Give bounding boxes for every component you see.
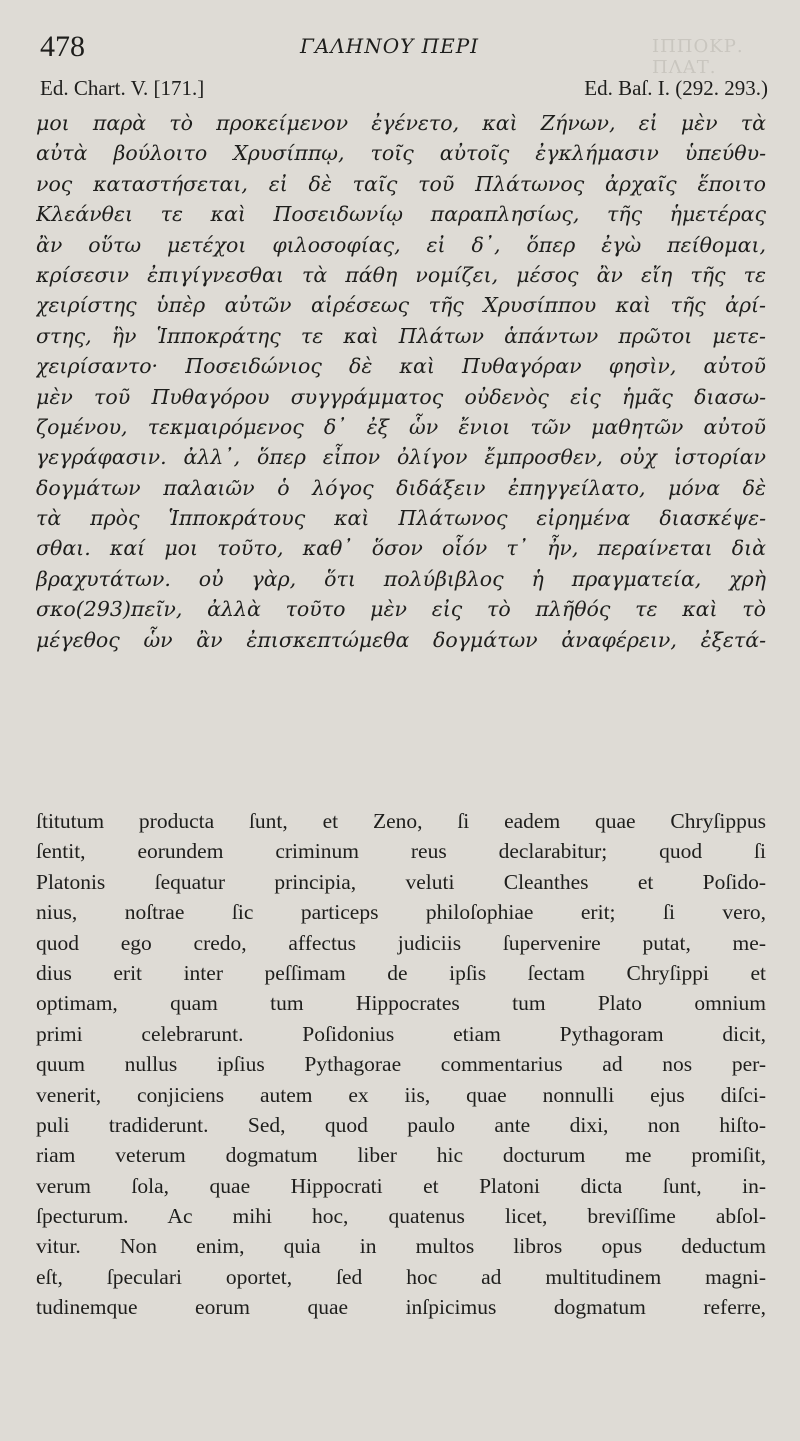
greek-line: μὲν τοῦ Πυθαγόρου συγγράμματος οὐδενὸς εἰς ἡμᾶς διασω- xyxy=(36,384,766,409)
edition-references xyxy=(40,76,768,104)
greek-line: σθαι. καί μοι τοῦτο, καθ᾽ ὅσον οἷόν τ᾽ ἦν, περαίνεται διὰ xyxy=(36,536,766,561)
latin-line: primi celebrarunt. Poſidonius etiam Pythagoram dicit, xyxy=(36,1021,766,1046)
greek-line: νος καταστήσεται, εἰ δὲ ταῖς τοῦ Πλάτωνος ἀρχαῖς ἕποιτο xyxy=(36,171,766,196)
greek-line: μέγεθος ὧν ἂν ἐπισκεπτώμεθα δογμάτων ἀναφέρειν, ἐξετά- xyxy=(36,627,766,652)
greek-line: σκο(293)πεῖν, ἀλλὰ τοῦτο μὲν εἰς τὸ πλῆθός τε καὶ τὸ xyxy=(36,597,766,622)
edition-reference-chartier: Ed. Chart. V. [171.] xyxy=(40,76,205,100)
greek-line: ἂν οὕτω μετέχοι φιλοσοφίας, εἰ δ᾽, ὅπερ ἐγὼ πείθομαι, xyxy=(36,232,766,257)
latin-line: puli tradiderunt. Sed, quod paulo ante dixi, non hiſto- xyxy=(36,1112,766,1137)
latin-line: nius, noſtrae ſic particeps philoſophiae erit; ſi vero, xyxy=(36,900,766,925)
greek-text-block xyxy=(36,108,766,655)
greek-line: χειρίστης ὑπὲρ αὐτῶν αἱρέσεως τῆς Χρυσίππου καὶ τῆς ἀρί- xyxy=(36,293,766,318)
latin-line: ſtitutum producta ſunt, et Zeno, ſi eadem quae Chryſippus xyxy=(36,809,766,833)
page-header xyxy=(40,30,770,78)
greek-line: στης, ἣν Ἱπποκράτης τε καὶ Πλάτων ἁπάντων πρῶτοι μετε- xyxy=(36,323,766,348)
greek-line: γεγράφασιν. ἀλλ᾽, ὅπερ εἶπον ὀλίγον ἔμπροσθεν, οὐχ ἱστορίαν xyxy=(36,445,766,470)
greek-line: αὐτὰ βούλοιτο Χρυσίππῳ, τοῖς αὐτοῖς ἐγκλήμασιν ὑπεύθυ- xyxy=(36,141,766,166)
latin-line: Platonis ſequatur principia, veluti Cleanthes et Poſido- xyxy=(36,869,766,894)
greek-line: τὰ πρὸς Ἱπποκράτους καὶ Πλάτωνος εἰρημένα διασκέψε- xyxy=(36,506,766,531)
latin-line: riam veterum dogmatum liber hic docturum me promiſit, xyxy=(36,1143,766,1168)
latin-line: ſpecturum. Ac mihi hoc, quatenus licet, breviſſime abſol- xyxy=(36,1204,766,1229)
greek-line: δογμάτων παλαιῶν ὁ λόγος διδάξειν ἐπηγγείλατο, μόνα δὲ xyxy=(36,475,766,500)
latin-line: ſentit, eorundem criminum reus declarabitur; quod ſi xyxy=(36,839,766,864)
latin-line: eſt, ſpeculari oportet, ſed hoc ad multitudinem magni- xyxy=(36,1264,766,1289)
latin-line: verum ſola, quae Hippocrati et Platoni dicta ſunt, in- xyxy=(36,1173,766,1198)
running-title: ΓΑΛΗΝΟΥ ΠΕΡΙ xyxy=(300,34,480,58)
latin-text-block xyxy=(36,806,766,1323)
latin-line: quum nullus ipſius Pythagorae commentarius ad nos per- xyxy=(36,1052,766,1077)
latin-line: tudinemque eorum quae inſpicimus dogmatum referre, xyxy=(36,1295,766,1320)
show-through-text: ΙΠΠΟΚΡ. ΠΛΑΤ. xyxy=(652,36,744,78)
edition-reference-basel: Ed. Baſ. I. (292. 293.) xyxy=(584,76,768,100)
greek-line: χειρίσαντο· Ποσειδώνιος δὲ καὶ Πυθαγόραν φησὶν, αὐτοῦ xyxy=(36,354,766,379)
greek-line: ζομένου, τεκμαιρόμενος δ᾽ ἐξ ὧν ἔνιοι τῶν μαθητῶν αὐτοῦ xyxy=(36,414,766,439)
greek-line: κρίσεσιν ἐπιγίγνεσθαι τὰ πάθη νομίζει, μέσος ἂν εἴη τῆς τε xyxy=(36,262,766,287)
latin-line: optimam, quam tum Hippocrates tum Plato omnium xyxy=(36,991,766,1016)
latin-line: venerit, conjiciens autem ex iis, quae nonnulli ejus diſci- xyxy=(36,1082,766,1107)
page-number: 478 xyxy=(40,30,85,63)
latin-line: quod ego credo, affectus judiciis ſupervenire putat, me- xyxy=(36,930,766,955)
greek-line: Κλεάνθει τε καὶ Ποσειδωνίῳ παραπλησίως, τῆς ἡμετέρας xyxy=(36,202,766,227)
latin-line: dius erit inter peſſimam de ipſis ſectam Chryſippi et xyxy=(36,960,766,985)
greek-line: μοι παρὰ τὸ προκείμενον ἐγένετο, καὶ Ζήνων, εἰ μὲν τὰ xyxy=(36,111,766,135)
latin-line: vitur. Non enim, quia in multos libros opus deductum xyxy=(36,1234,766,1259)
greek-line: βραχυτάτων. οὐ γὰρ, ὅτι πολύβιβλος ἡ πραγματεία, χρὴ xyxy=(36,566,766,591)
